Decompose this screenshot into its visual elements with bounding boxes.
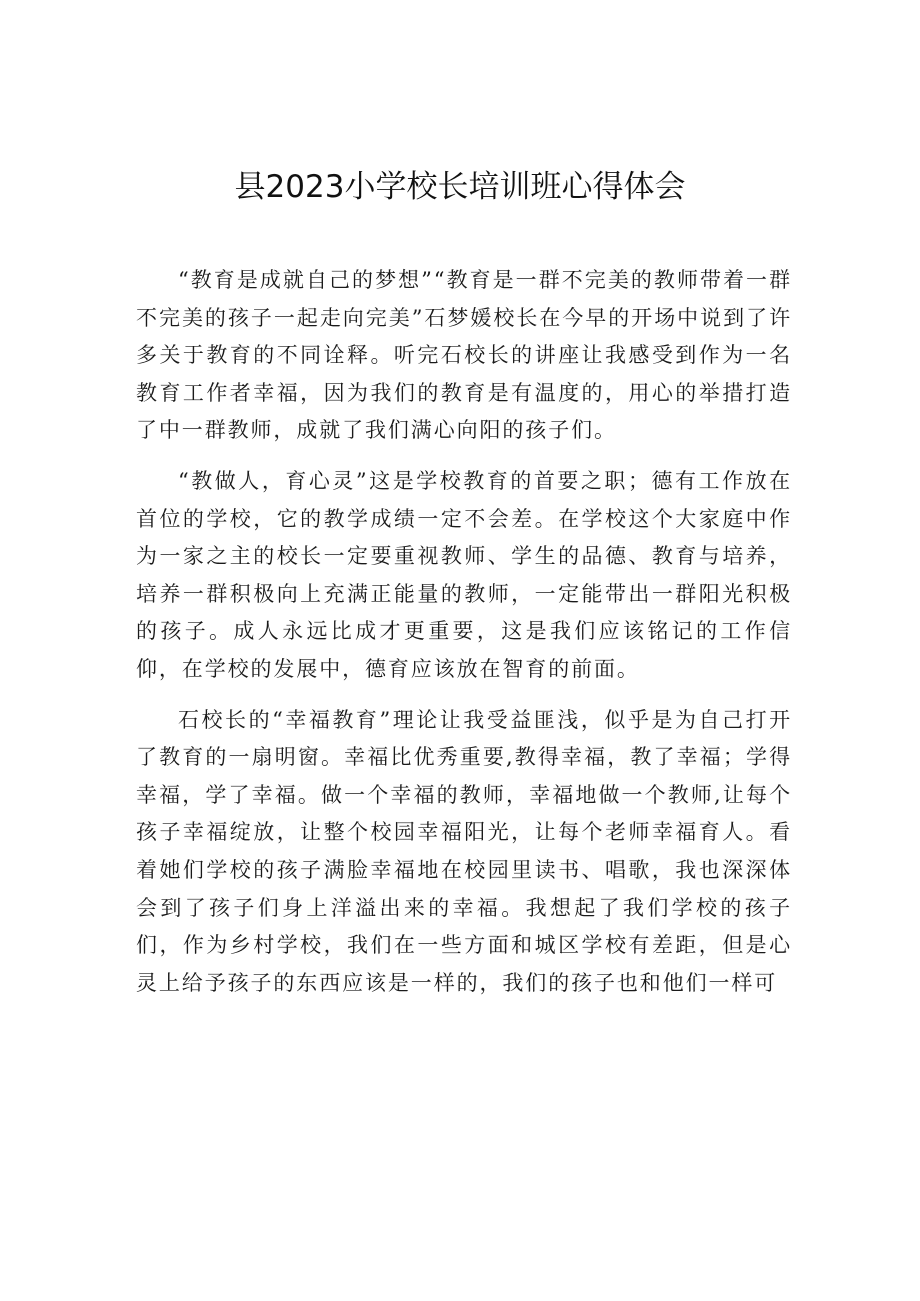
paragraph-1: “教育是成就自己的梦想”“教育是一群不完美的教师带着一群不完美的孩子一起走向完美”石梦媛校长在今早的开场中说到了许多关于教育的不同诠释。听完石校长的讲座让我感受到作为一名教育工作者幸福，因为我们的教育是有温度的，用心的举措打造了中一群教师，成就了我们满心向阳的孩子们。 [136, 268, 792, 443]
paragraph-2: “教做人，育心灵”这是学校教育的首要之职；德有工作放在首位的学校，它的教学成绩一定不会差。在学校这个大家庭中作为一家之主的校长一定要重视教师、学生的品德、教育与培养，培养一群积极向上充满正能量的教师，一定能带出一群阳光积极的孩子。成人永远比成才更重要，这是我们应该铭记的工作信仰，在学校的发展中，德育应该放在智育的前面。 [136, 468, 792, 681]
document-title: 县2023小学校长培训班心得体会 [234, 169, 686, 205]
paragraph-3: 石校长的“幸福教育”理论让我受益匪浅，似乎是为自己打开了教育的一扇明窗。幸福比优秀重要,教得幸福，教了幸福；学得幸福，学了幸福。做一个幸福的教师，幸福地做一个教师,让每个孩子幸福绽放，让整个校园幸福阳光，让每个老师幸福育人。看着她们学校的孩子满脸幸福地在校园里读书、唱歌，我也深深体会到了孩子们身上洋溢出来的幸福。我想起了我们学校的孩子们，作为乡村学校，我们在一些方面和城区学校有差距，但是心灵上给予孩子的东西应该是一样的，我们的孩子也和他们一样可 [136, 707, 792, 995]
document-body [136, 262, 792, 1015]
